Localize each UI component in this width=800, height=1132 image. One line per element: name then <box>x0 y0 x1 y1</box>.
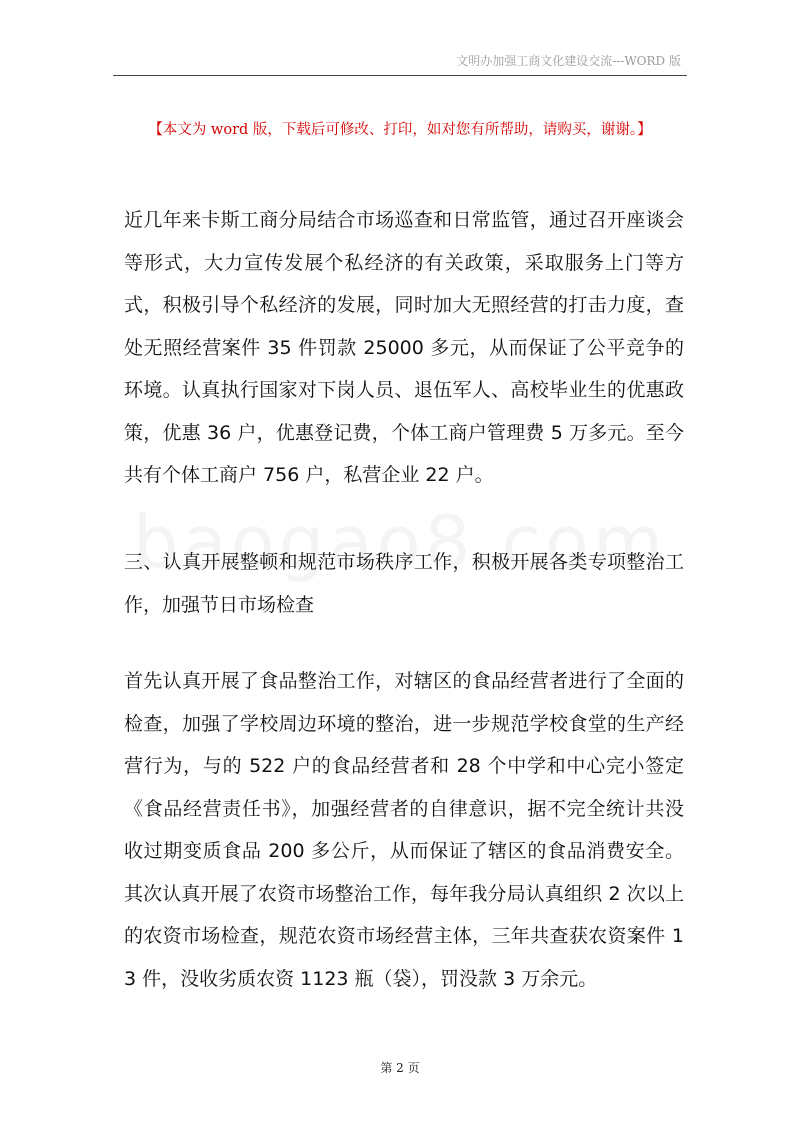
page-number: 第 2 页 <box>380 1061 420 1075</box>
body-paragraph-1: 近几年来卡斯工商分局结合市场巡查和日常监管，通过召开座谈会等形式，大力宣传发展个私经济的有关政策，采取服务上门等方式，积极引导个私经济的发展，同时加大无照经营的打击力度，查处无照经营案件 35 件罚款 25000 多元，从而保证了公平竞争的环境。认真执行国家对下岗人员、退伍军人、高校毕业生的优惠政策，优惠 36 户，优惠登记费，个体工商户管理费 5 万多元。至今共有个体工商户 756 户，私营企业 22 户。 <box>124 209 684 486</box>
page-header-title: 文明办加强工商文化建设交流---WORD 版 <box>456 54 681 68</box>
body-paragraph-2: 首先认真开展了食品整治工作，对辖区的食品经营者进行了全面的检查，加强了学校周边环境的整治，进一步规范学校食堂的生产经营行为，与的 522 户的食品经营者和 28 个中学和中心完小签定《食品经营责任书》，加强经营者的自律意识，据不完全统计共没收过期变质食品 200 多公斤，从而保证了辖区的食品消费安全。其次认真开展了农资市场整治工作，每年我分局认真组织 2 次以上的农资市场检查，规范农资市场经营主体，三年共查获农资案件 13 件，没收劣质农资 1123 瓶（袋），罚没款 3 万余元。 <box>124 670 684 990</box>
header-divider <box>113 75 687 76</box>
purchase-notice: 【本文为 word 版，下载后可修改、打印，如对您有所帮助，请购买，谢谢。】 <box>148 122 652 138</box>
section-heading-3: 三、认真开展整顿和规范市场秩序工作，积极开展各类专项整治工作，加强节日市场检查 <box>124 551 684 616</box>
